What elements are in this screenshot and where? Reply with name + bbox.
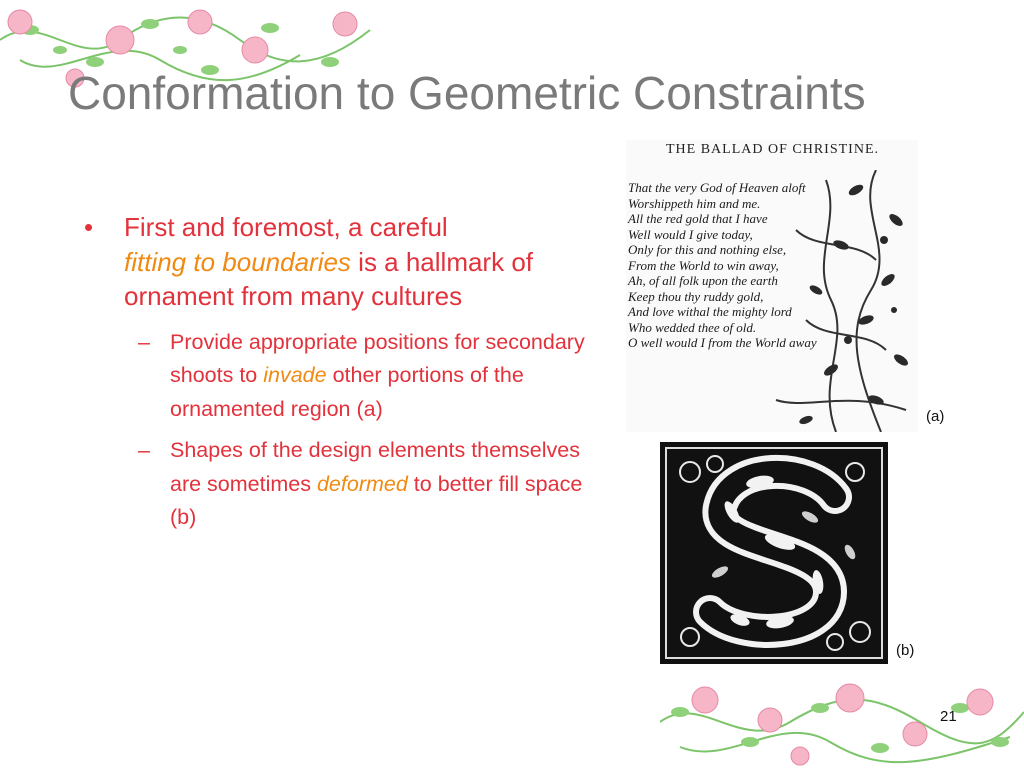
figure-a-caption: (a) — [926, 408, 945, 425]
bullet-emphasis: fitting to boundaries — [124, 246, 351, 277]
figure-b-ornamented-letter-s — [660, 442, 888, 664]
figure-b-caption: (b) — [896, 642, 915, 659]
sub-bullet-2-post: to better fill space (b) — [170, 471, 583, 529]
sub-bullet-1 — [84, 326, 600, 427]
ballad-line: And love withal the mighty lord — [628, 304, 792, 319]
ballad-line: O well would I from the World away — [628, 335, 817, 350]
dash-bullet-icon: – — [138, 329, 150, 354]
ballad-lines — [628, 180, 817, 351]
sub-bullet-2-emphasis: deformed — [316, 471, 408, 496]
sub-bullet-2 — [84, 434, 600, 535]
sub-bullet-2-pre: Shapes of the design elements themselves are sometimes — [170, 438, 580, 496]
ballad-line: That the very God of Heaven aloft — [628, 180, 806, 195]
ornamental-letter-s-icon — [660, 442, 888, 664]
bullet-dot-icon: • — [84, 212, 94, 242]
ballad-line: Keep thou thy ruddy gold, — [628, 288, 764, 304]
dash-bullet-icon: – — [138, 438, 150, 462]
page-number: 21 — [940, 708, 957, 725]
sub-bullet-1-pre: Provide appropriate positions for secondary shoots to — [170, 329, 585, 387]
figure-a-ballad-page — [626, 140, 918, 432]
ballad-line: Well would I give today, — [628, 226, 753, 242]
ballad-line: Worshippeth him and me. — [628, 195, 761, 211]
slide-body — [84, 210, 624, 543]
slide-title: Conformation to Geometric Constraints — [68, 67, 866, 119]
ballad-line: From the World to win away, — [628, 257, 779, 273]
ballad-line: All the red gold that I have — [628, 211, 768, 226]
ballad-line: Only for this and nothing else, — [628, 242, 787, 257]
bullet-text-pre: First and foremost, a careful — [124, 212, 448, 242]
ballad-line: Who wedded thee of old. — [628, 319, 757, 335]
main-bullet — [84, 210, 624, 314]
sub-bullets — [84, 326, 624, 535]
bullet-text-post: is a hallmark of ornament from many cultures — [124, 246, 534, 311]
ballad-line: Ah, of all folk upon the earth — [628, 273, 778, 288]
floral-vine-bottom-border — [660, 672, 1024, 768]
sub-bullet-1-emphasis: invade — [263, 363, 327, 387]
ballad-title: THE BALLAD OF CHRISTINE. — [666, 142, 879, 157]
sub-bullet-1-post: other portions of the ornamented region (a) — [170, 363, 524, 421]
